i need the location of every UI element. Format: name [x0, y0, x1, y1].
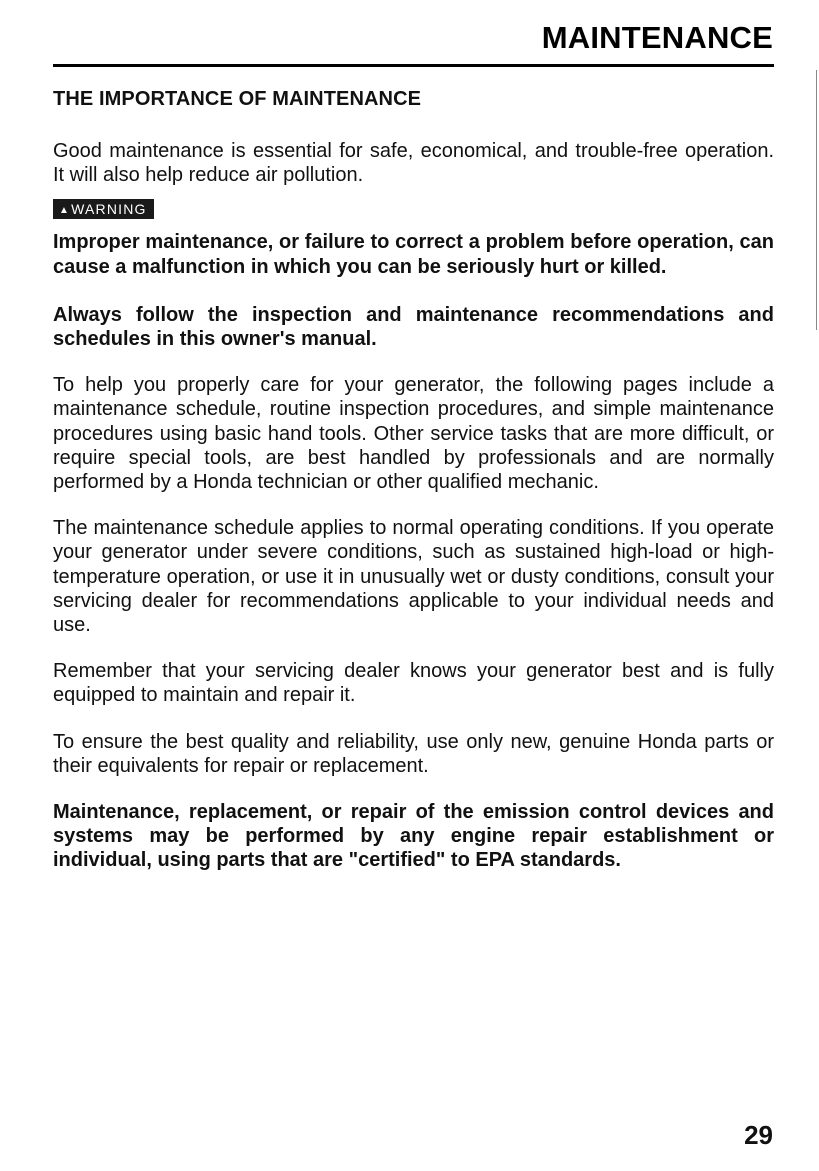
body-paragraph-dealer: Remember that your servicing dealer knows your generator best and is fully equipped to maintain and repair it.: [53, 660, 774, 707]
body-paragraph-schedule: The maintenance schedule applies to normal operating conditions. If you operate your generator under severe conditions, such as sustained high-load or high-temperature operation, or use it in unusually wet or dusty conditions, consult your servicing dealer for recommendations applicable to your individual needs and use.: [53, 517, 774, 637]
body-paragraph-care: To help you properly care for your generator, the following pages include a maintenance schedule, routine inspection procedures, and simple maintenance procedures using basic hand tools. Other service tasks that are more difficult, or require special tools, are best handled by professionals and are normally performed by a Honda technician or other qualified mechanic.: [53, 374, 774, 494]
intro-paragraph: Good maintenance is essential for safe, economical, and trouble-free operation. It will also help reduce air pollution.: [53, 140, 774, 187]
emission-note: Maintenance, replacement, or repair of the emission control devices and systems may be performed by any engine repair establishment or individual, using parts that are "certified" to EPA standards.: [53, 801, 774, 872]
warning-triangle-icon: ▲: [59, 205, 71, 217]
body-paragraph-parts: To ensure the best quality and reliability, use only new, genuine Honda parts or their equivalents for repair or replacement.: [53, 730, 774, 777]
section-title: THE IMPORTANCE OF MAINTENANCE: [53, 88, 422, 110]
warning-text: Improper maintenance, or failure to correct a problem before operation, can cause a malfunction in which you can be seriously hurt or killed.: [53, 231, 774, 278]
page-content: [53, 88, 774, 873]
page-number: 29: [744, 1120, 773, 1150]
page-edge-mark: [816, 70, 817, 330]
warning-badge: [53, 199, 154, 219]
page-header-title: MAINTENANCE: [541, 20, 773, 55]
warning-label: WARNING: [71, 201, 147, 218]
header-divider: [53, 64, 774, 67]
recommendation-text: Always follow the inspection and maintenance recommendations and schedules in this owner's manual.: [53, 303, 774, 351]
